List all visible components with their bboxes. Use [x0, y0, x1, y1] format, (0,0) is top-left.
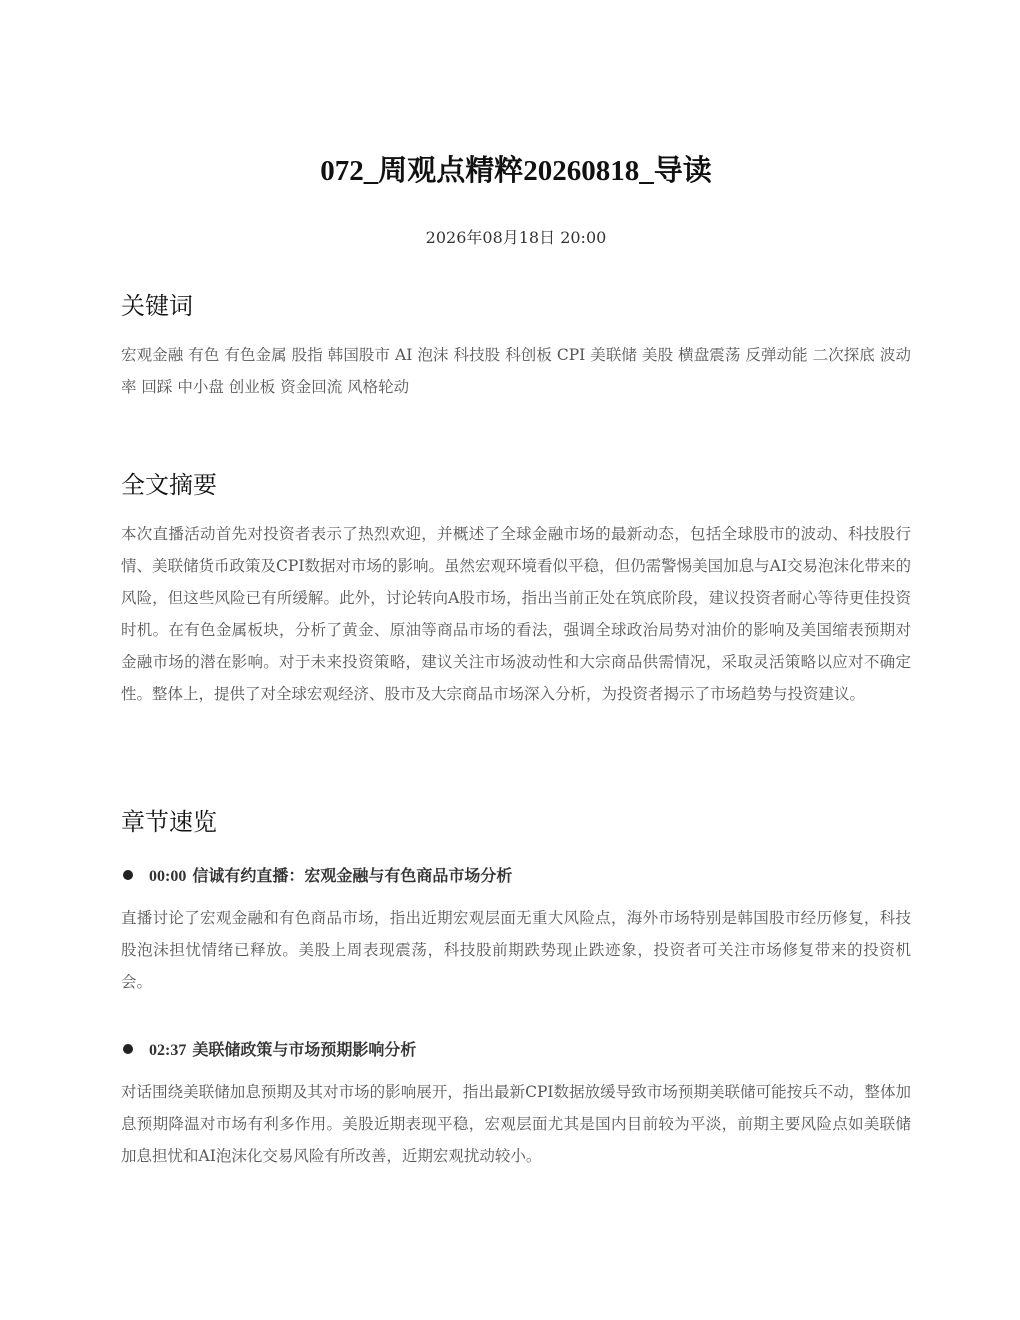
chapter-time: 00:00: [149, 868, 187, 885]
keywords-text: 宏观金融 有色 有色金属 股指 韩国股市 AI 泡沫 科技股 科创板 CPI 美联储 美股 横盘震荡 反弹动能 二次探底 波动率 回踩 中小盘 创业板 资金回流 风格轮动: [121, 346, 911, 396]
chapter-text: 直播讨论了宏观金融和有色商品市场，指出近期宏观层面无重大风险点，海外市场特别是韩国股市经历修复，科技股泡沫担忧情绪已释放。美股上周表现震荡，科技股前期跌势现止跌迹象，投资者可关注市场修复带来的投资机会。: [121, 909, 911, 991]
summary-text: 本次直播活动首先对投资者表示了热烈欢迎，并概述了全球金融市场的最新动态，包括全球股市的波动、科技股行情、美联储货币政策及CPI数据对市场的影响。虽然宏观环境看似平稳，但仍需警惕美国加息与AI交易泡沫化带来的风险，但这些风险已有所缓解。此外，讨论转向A股市场，指出当前正处在筑底阶段，建议投资者耐心等待更佳投资时机。在有色金属板块，分析了黄金、原油等商品市场的看法，强调全球政治局势对油价的影响及美国缩表预期对金融市场的潜在影响。对于未来投资策略，建议关注市场波动性和大宗商品供需情况，采取灵活策略以应对不确定性。整体上，提供了对全球宏观经济、股市及大宗商品市场深入分析，为投资者揭示了市场趋势与投资建议。: [121, 525, 911, 703]
chapter-title-text: 信诚有约直播：宏观金融与有色商品市场分析: [192, 868, 513, 885]
chapter-title: [121, 1038, 911, 1064]
chapter-title-text: 美联储政策与市场预期影响分析: [192, 1042, 417, 1059]
keywords-heading: 关键词: [121, 292, 193, 320]
chapter-text: 对话围绕美联储加息预期及其对市场的影响展开，指出最新CPI数据放缓导致市场预期美联储可能按兵不动，整体加息预期降温对市场有利多作用。美股近期表现平稳，宏观层面尤其是国内目前较为平淡，前期主要风险点如美联储加息担忧和AI泡沫化交易风险有所改善，近期宏观扰动较小。: [121, 1083, 911, 1165]
summary-heading: 全文摘要: [121, 471, 217, 499]
chapter-title: [121, 864, 911, 890]
bullet-icon: [123, 870, 133, 880]
document-date: 2026年08月18日 20:00: [425, 228, 607, 247]
document-title: 072_周观点精粹20260818_导读: [320, 155, 712, 187]
chapter-time: 02:37: [149, 1042, 187, 1059]
bullet-icon: [123, 1044, 133, 1054]
chapters-heading: 章节速览: [121, 808, 217, 836]
